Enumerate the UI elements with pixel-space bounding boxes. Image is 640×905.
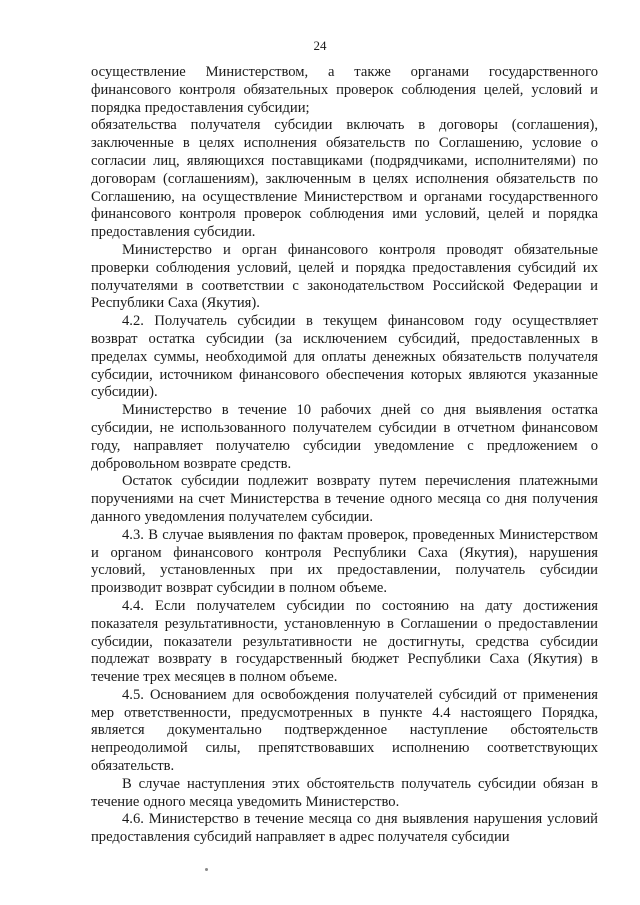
document-body: [91, 64, 598, 847]
paragraph-4-4: 4.4. Если получателем субсидии по состоянию на дату достижения показателя результативности, установленную в Соглашении о предоставлении субсидии, показатели результативности не достигнуты, средства субсидии подлежат возврату в государственный бюджет Республики Саха (Якутия) в течение трех месяцев в полном объеме.: [91, 597, 598, 686]
scan-speck: [205, 868, 208, 871]
paragraph-4-5: 4.5. Основанием для освобождения получателей субсидий от применения мер ответственности, предусмотренных в пункте 4.4 настоящего Порядка, является документально подтвержденное наступление обстоятельств непреодолимой силы, препятствовавших исполнению соответствующих обязательств.: [91, 686, 598, 775]
paragraph-contract-obligations: обязательства получателя субсидии включать в договоры (соглашения), заключенные в целях исполнения обязательств по Соглашению, условие о согласии лиц, являющихся поставщиками (подрядчиками, исполнителями) по договорам (соглашениям), заключенным в целях исполнения обязательств по Соглашению, на осуществление Министерством и органами государственного финансового контроля проверок соблюдения ими условий, целей и порядка предоставления субсидии.: [91, 117, 598, 241]
paragraph-4-6: 4.6. Министерство в течение месяца со дня выявления нарушения условий предоставления субсидий направляет в адрес получателя субсидии: [91, 811, 598, 846]
paragraph-4-2: 4.2. Получатель субсидии в текущем финансовом году осуществляет возврат остатка субсидии (за исключением субсидий, предоставленных в пределах суммы, необходимой для оплаты денежных обязательств получателя субсидии, источником финансового обеспечения которых являются указанные субсидии).: [91, 313, 598, 401]
paragraph-mandatory-checks: Министерство и орган финансового контроля проводят обязательные проверки соблюдения условий, целей и порядка предоставления субсидий их получателями в соответствии с законодательством Российской Федерации и Республики Саха (Якутия).: [91, 241, 598, 312]
paragraph-force-majeure-notice: В случае наступления этих обстоятельств получатель субсидии обязан в течение одного месяца уведомить Министерство.: [91, 775, 598, 810]
paragraph-remainder-return: Остаток субсидии подлежит возврату путем перечисления платежными поручениями на счет Министерства в течение одного месяца со дня получения данного уведомления получателем субсидии.: [91, 473, 598, 525]
paragraph-ministry-notice: Министерство в течение 10 рабочих дней со дня выявления остатка субсидии, не использованного получателем субсидии в отчетном финансовом году, направляет получателю субсидии уведомление с предложением о добровольном возврате средств.: [91, 402, 598, 472]
page-number: 24: [313, 38, 327, 53]
paragraph-control-obligations: осуществление Министерством, а также органами государственного финансового контроля обязательных проверок соблюдения целей, условий и порядка предоставления субсидии;: [91, 64, 598, 116]
paragraph-4-3: 4.3. В случае выявления по фактам проверок, проведенных Министерством и органом финансового контроля Республики Саха (Якутия), нарушения условий, установленных при их предоставлении, получатель субсидии производит возврат субсидии в полном объеме.: [91, 526, 598, 597]
